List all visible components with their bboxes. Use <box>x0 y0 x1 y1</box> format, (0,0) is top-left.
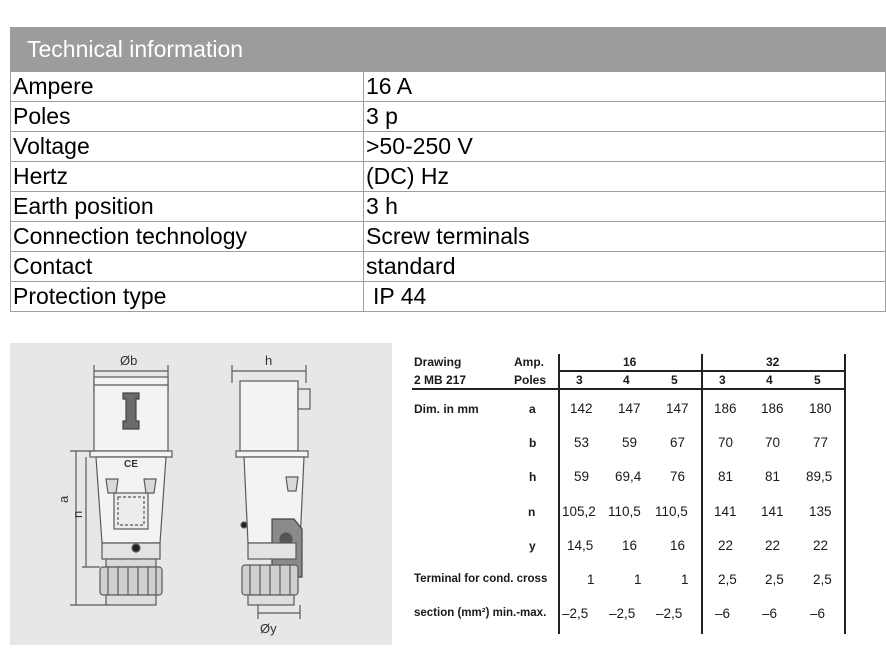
tech-label: Hertz <box>11 162 364 192</box>
dim-key: a <box>529 402 536 416</box>
tech-row-voltage <box>11 132 886 162</box>
terminal-max: –6 <box>715 606 731 621</box>
dim-key: n <box>528 505 536 519</box>
dim-value: 69,4 <box>615 469 642 484</box>
dim-value: 147 <box>618 401 641 416</box>
dim-value: 22 <box>718 538 734 553</box>
poles-value: 4 <box>623 373 630 387</box>
dim-value: 180 <box>809 401 832 416</box>
dim-value: 141 <box>761 504 784 519</box>
tech-value: IP 44 <box>364 282 886 312</box>
dims-rule-32 <box>701 370 844 372</box>
terminal-min: 1 <box>681 572 689 587</box>
tech-label: Earth position <box>11 192 364 222</box>
dim-value: 105,2 <box>562 504 596 519</box>
terminal-max: –2,5 <box>562 606 589 621</box>
dim-value: 135 <box>809 504 832 519</box>
dim-value: 141 <box>714 504 737 519</box>
poles-value: 5 <box>671 373 678 387</box>
tech-row-protection-type <box>11 282 886 312</box>
dim-label: Dim. in mm <box>414 402 479 416</box>
terminal-max: –2,5 <box>609 606 636 621</box>
terminal-label-2: section (mm²) min.-max. <box>414 607 547 619</box>
dim-value: 67 <box>670 435 686 450</box>
tech-value: 3 h <box>364 192 886 222</box>
poles-value: 5 <box>814 373 821 387</box>
dims-rule-header <box>412 388 844 390</box>
tech-value: (DC) Hz <box>364 162 886 192</box>
dim-value: 16 <box>670 538 686 553</box>
terminal-min: 2,5 <box>765 572 784 587</box>
poles-value: 3 <box>719 373 726 387</box>
dim-value: 59 <box>622 435 638 450</box>
dim-key: b <box>529 436 537 450</box>
drawing-code: 2 MB 217 <box>414 373 467 387</box>
tech-row-contact <box>11 252 886 282</box>
tech-label: Contact <box>11 252 364 282</box>
tech-rows <box>10 71 886 312</box>
dim-value: 186 <box>714 401 737 416</box>
terminal-min: 2,5 <box>813 572 832 587</box>
tech-row-ampere <box>11 72 886 102</box>
dim-value: 186 <box>761 401 784 416</box>
label-n: n <box>70 510 85 518</box>
poles-value: 4 <box>766 373 773 387</box>
dim-value: 70 <box>765 435 781 450</box>
dim-value: 81 <box>765 469 781 484</box>
amp-label: Amp. <box>514 355 544 369</box>
tech-label: Voltage <box>11 132 364 162</box>
poles-value: 3 <box>576 373 583 387</box>
drawing-svg <box>10 343 392 645</box>
dim-value: 16 <box>622 538 638 553</box>
tech-value: 16 A <box>364 72 886 102</box>
dim-value: 147 <box>666 401 689 416</box>
drawing-label: Drawing <box>414 355 462 369</box>
label-a: a <box>56 495 71 503</box>
tech-value: 3 p <box>364 102 886 132</box>
dim-value: 76 <box>670 469 686 484</box>
dim-value: 142 <box>570 401 593 416</box>
tech-label: Ampere <box>11 72 364 102</box>
dim-value: 14,5 <box>567 538 594 553</box>
dims-rule-16 <box>558 370 701 372</box>
terminal-min: 2,5 <box>718 572 737 587</box>
dims-divider-mid <box>701 354 703 634</box>
dim-value: 77 <box>813 435 829 450</box>
dimension-table <box>412 354 852 634</box>
dim-value: 59 <box>574 469 590 484</box>
tech-label: Protection type <box>11 282 364 312</box>
dim-key: y <box>529 539 536 553</box>
ce-mark: CE <box>124 459 138 470</box>
label-b: Øb <box>120 353 138 368</box>
dims-divider-left <box>558 354 560 634</box>
dim-value: 70 <box>718 435 734 450</box>
terminal-label-1: Terminal for cond. cross <box>414 573 548 585</box>
dim-value: 110,5 <box>608 504 641 519</box>
tech-header: Technical information <box>10 27 886 71</box>
dim-key: h <box>529 470 537 484</box>
label-h: h <box>265 353 273 368</box>
plug-technical-drawing <box>10 343 392 645</box>
dim-value: 22 <box>765 538 781 553</box>
tech-value: standard <box>364 252 886 282</box>
tech-row-connection-technology <box>11 222 886 252</box>
dim-value: 53 <box>574 435 590 450</box>
tech-row-poles <box>11 102 886 132</box>
amp-group-32: 32 <box>766 355 780 369</box>
terminal-max: –2,5 <box>656 606 683 621</box>
tech-label: Poles <box>11 102 364 132</box>
terminal-min: 1 <box>587 572 595 587</box>
dim-value: 110,5 <box>655 504 688 519</box>
tech-label: Connection technology <box>11 222 364 252</box>
terminal-max: –6 <box>762 606 778 621</box>
tech-row-earth-position <box>11 192 886 222</box>
dim-value: 89,5 <box>806 469 833 484</box>
technical-information-table <box>10 27 886 312</box>
label-y: Øy <box>260 621 277 636</box>
tech-value: Screw terminals <box>364 222 886 252</box>
dims-divider-right <box>844 354 846 634</box>
terminal-max: –6 <box>810 606 826 621</box>
terminal-min: 1 <box>634 572 642 587</box>
dim-value: 81 <box>718 469 734 484</box>
dim-value: 22 <box>813 538 829 553</box>
amp-group-16: 16 <box>623 355 637 369</box>
tech-value: >50-250 V <box>364 132 886 162</box>
poles-label: Poles <box>514 373 547 387</box>
tech-row-hertz <box>11 162 886 192</box>
